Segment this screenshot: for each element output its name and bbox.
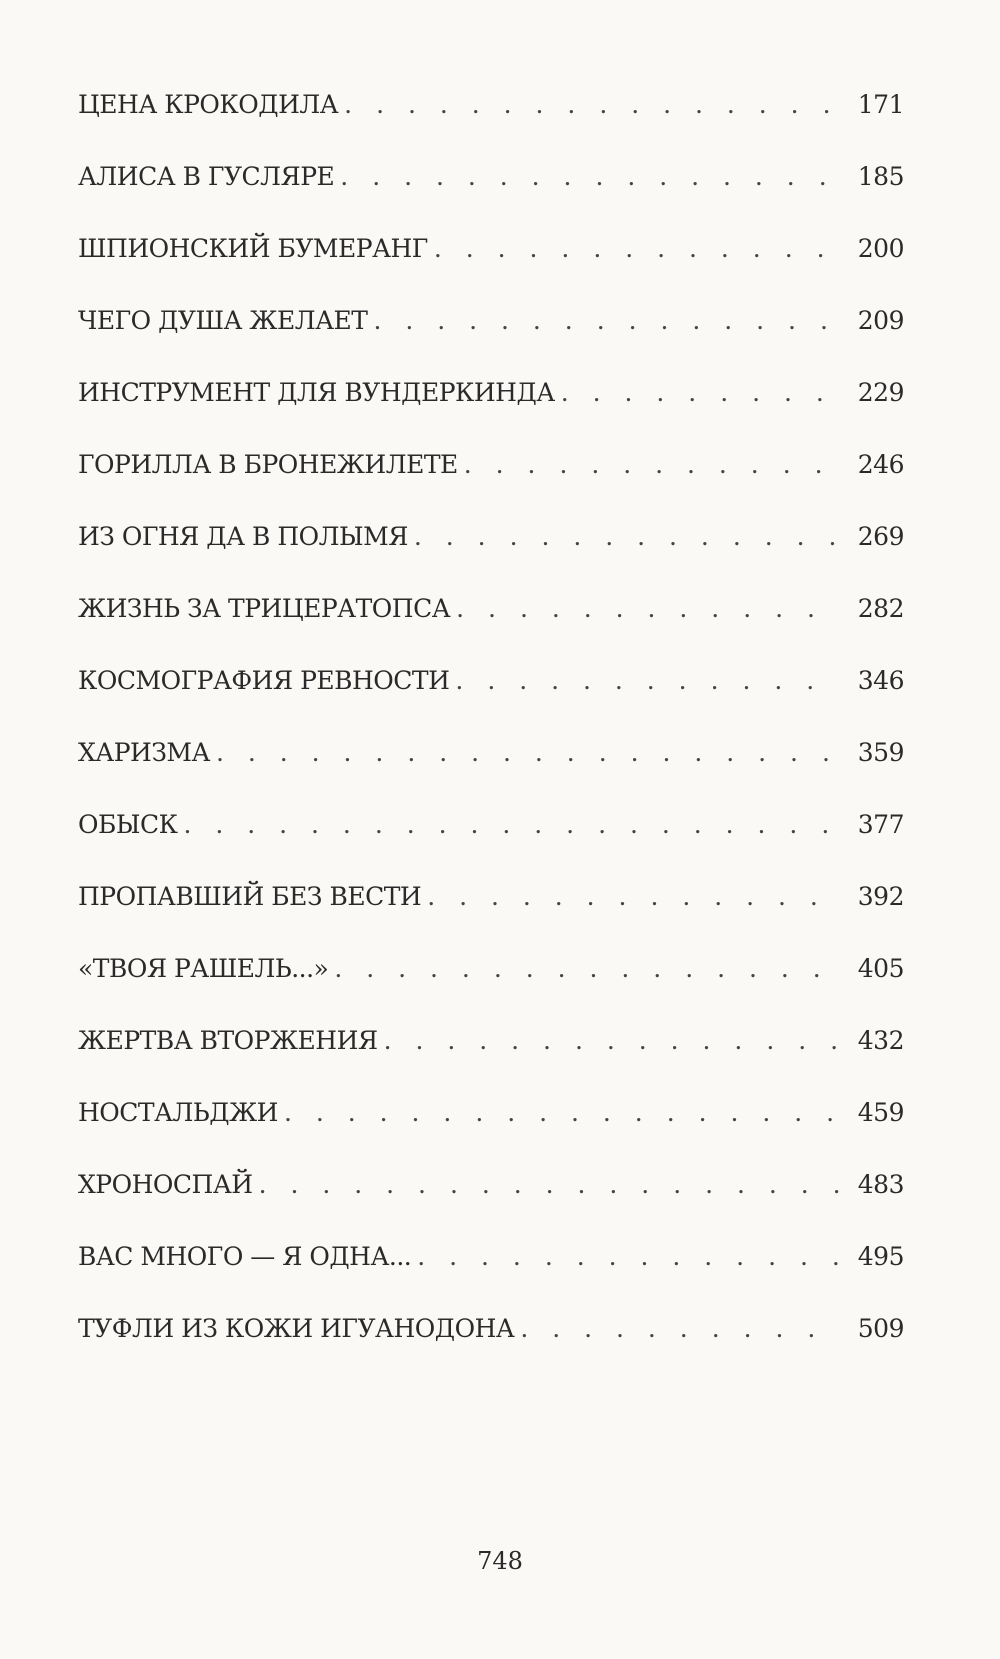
toc-entry-title: ХРОНОСПАЙ [78, 1170, 253, 1199]
toc-entry [78, 594, 904, 666]
toc-entry-title: ХАРИЗМА [78, 738, 210, 767]
toc-entry-title: ТУФЛИ ИЗ КОЖИ ИГУАНОДОНА [78, 1314, 515, 1343]
toc-entry-page: 246 [857, 450, 904, 479]
toc-entry-title: ЧЕГО ДУША ЖЕЛАЕТ [78, 306, 368, 335]
toc-entry-page: 185 [857, 162, 904, 191]
toc-entry-title: АЛИСА В ГУСЛЯРЕ [78, 162, 335, 191]
toc-entry-page: 392 [857, 882, 904, 911]
dot-leader [183, 810, 840, 839]
toc-entry-page: 200 [857, 234, 904, 263]
toc-entry-page: 171 [857, 90, 904, 119]
toc-entry-page: 269 [857, 522, 904, 551]
toc-entry-page: 229 [857, 378, 904, 407]
dot-leader [334, 954, 840, 983]
dot-leader [384, 1026, 840, 1055]
toc-entry-title: ЖИЗНЬ ЗА ТРИЦЕРАТОПСА [78, 594, 451, 623]
toc-entry-title: ВАС МНОГО — Я ОДНА... [78, 1242, 412, 1271]
toc-entry-page: 495 [857, 1242, 904, 1271]
toc-entry [78, 810, 904, 882]
toc-entry [78, 522, 904, 594]
dot-leader [340, 162, 840, 191]
dot-leader [417, 1242, 840, 1271]
toc-entry-title: НОСТАЛЬДЖИ [78, 1098, 278, 1127]
page-number: 748 [477, 1547, 523, 1575]
toc-entry [78, 1026, 904, 1098]
dot-leader [216, 738, 840, 767]
dot-leader [561, 378, 840, 407]
toc-entry [78, 1170, 904, 1242]
dot-leader [427, 882, 840, 911]
toc-entry-page: 509 [857, 1314, 904, 1343]
dot-leader [414, 522, 840, 551]
dot-leader [259, 1170, 840, 1199]
toc-entry [78, 954, 904, 1026]
toc-entry-page: 405 [857, 954, 904, 983]
toc-entry [78, 738, 904, 810]
table-of-contents [78, 90, 904, 1386]
toc-entry-page: 346 [857, 666, 904, 695]
dot-leader [455, 666, 840, 695]
toc-entry [78, 1242, 904, 1314]
toc-entry-page: 483 [857, 1170, 904, 1199]
toc-entry [78, 234, 904, 306]
toc-entry [78, 378, 904, 450]
toc-entry-title: ГОРИЛЛА В БРОНЕЖИЛЕТЕ [78, 450, 458, 479]
toc-entry-page: 377 [857, 810, 904, 839]
toc-entry-title: ИНСТРУМЕНТ ДЛЯ ВУНДЕРКИНДА [78, 378, 555, 407]
dot-leader [373, 306, 840, 335]
dot-leader [520, 1314, 840, 1343]
toc-entry [78, 162, 904, 234]
toc-entry-title: КОСМОГРАФИЯ РЕВНОСТИ [78, 666, 450, 695]
toc-entry-page: 282 [857, 594, 904, 623]
dot-leader [434, 234, 840, 263]
toc-entry-title: ОБЫСК [78, 810, 178, 839]
toc-entry [78, 90, 904, 162]
toc-entry [78, 450, 904, 522]
toc-entry-title: ПРОПАВШИЙ БЕЗ ВЕСТИ [78, 882, 422, 911]
toc-entry-title: ИЗ ОГНЯ ДА В ПОЛЫМЯ [78, 522, 408, 551]
dot-leader [344, 90, 840, 119]
toc-entry [78, 666, 904, 738]
toc-entry [78, 882, 904, 954]
dot-leader [464, 450, 840, 479]
toc-entry-page: 359 [857, 738, 904, 767]
toc-entry [78, 1314, 904, 1386]
dot-leader [456, 594, 840, 623]
toc-entry-title: «ТВОЯ РАШЕЛЬ...» [78, 954, 329, 983]
toc-entry [78, 306, 904, 378]
toc-entry-title: ЦЕНА КРОКОДИЛА [78, 90, 339, 119]
toc-entry-page: 209 [857, 306, 904, 335]
toc-entry-page: 432 [857, 1026, 904, 1055]
toc-entry [78, 1098, 904, 1170]
toc-entry-page: 459 [857, 1098, 904, 1127]
toc-entry-title: ЖЕРТВА ВТОРЖЕНИЯ [78, 1026, 378, 1055]
dot-leader [284, 1098, 840, 1127]
toc-entry-title: ШПИОНСКИЙ БУМЕРАНГ [78, 234, 428, 263]
